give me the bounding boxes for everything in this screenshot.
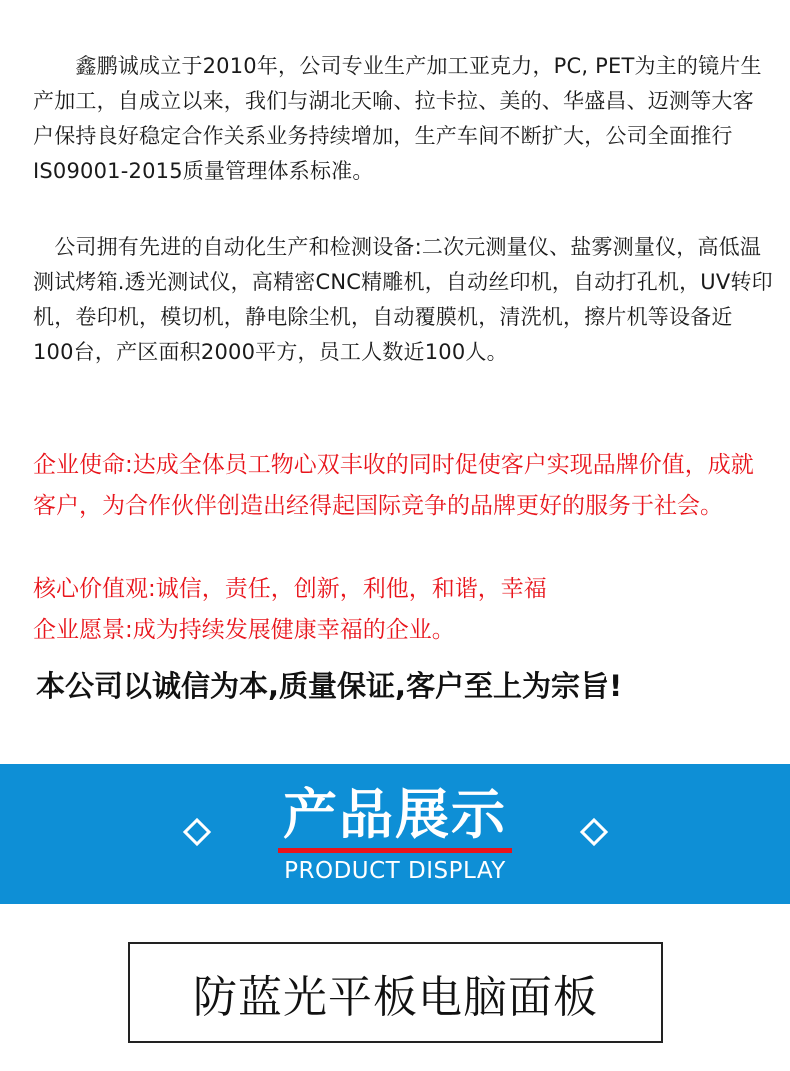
- section-title: 产品展示: [283, 783, 507, 846]
- intro-paragraph-1: 鑫鹏诚成立于2010年，公司专业生产加工亚克力，PC, PET为主的镜片生产加工，自成立以来，我们与湖北天喻、拉卡拉、美的、华盛昌、迈测等大客户保持良好稳定合作关系业务持续增加，生产车间不断扩大，公司全面推行IS09001-2015质量管理体系标准。: [33, 54, 762, 183]
- product-label-box: [128, 942, 663, 1043]
- product-display-banner: [0, 764, 790, 904]
- product-name: 防蓝光平板电脑面板: [193, 971, 598, 1023]
- section-subtitle: PRODUCT DISPLAY: [284, 858, 506, 884]
- mission-text: 企业使命:达成全体员工物心双丰收的同时促使客户实现品牌价值，成就客户，为合作伙伴创造出经得起国际竞争的品牌更好的服务于社会。: [33, 452, 754, 519]
- intro-paragraph-2: 公司拥有先进的自动化生产和检测设备:二次元测量仪、盐雾测量仪，高低温测试烤箱.透光测试仪，高精密CNC精雕机，自动丝印机，自动打孔机，UV转印机，卷印机，模切机，静电除尘机，自动覆膜机，清洗机，擦片机等设备近100台，产区面积2000平方，员工人数近100人。: [33, 235, 773, 364]
- vision-text: 企业愿景:成为持续发展健康幸福的企业。: [33, 617, 455, 643]
- title-underline: [278, 848, 512, 853]
- company-slogan: 本公司以诚信为本,质量保证,客户至上为宗旨!: [36, 669, 623, 703]
- core-values-text: 核心价值观:诚信，责任，创新，利他，和谐，幸福: [33, 576, 547, 602]
